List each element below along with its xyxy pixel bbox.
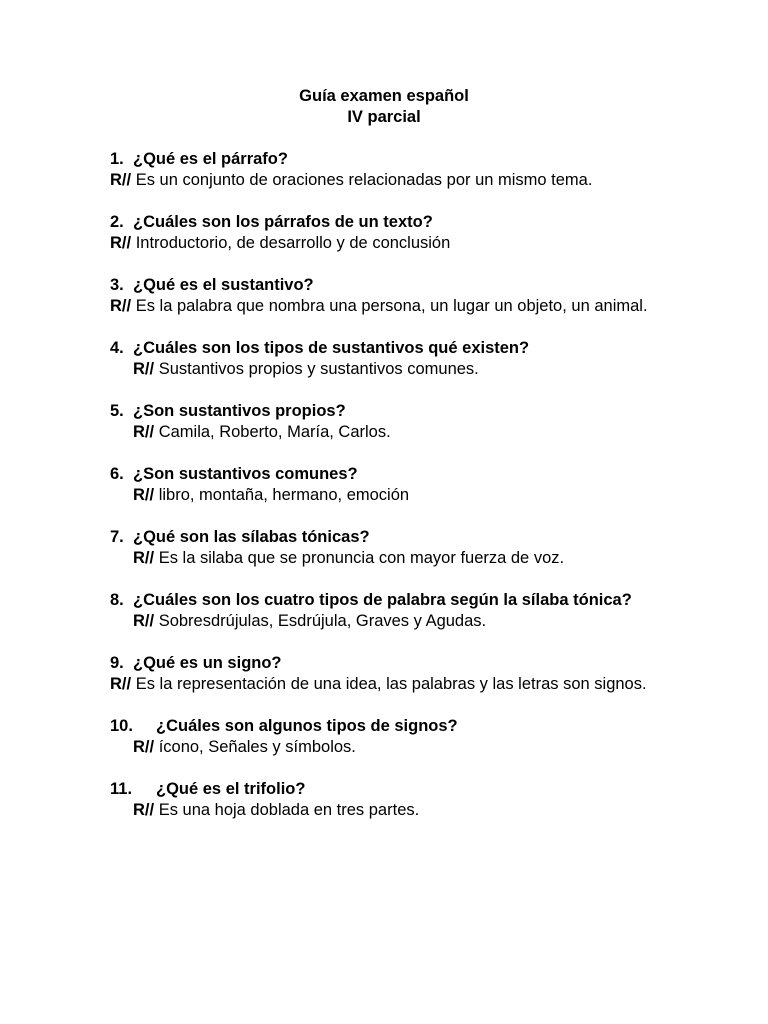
title-line-2: IV parcial	[347, 108, 421, 126]
question-text: ¿Cuáles son los cuatro tipos de palabra según la sílaba tónica?	[133, 591, 632, 609]
answer-prefix: R//	[133, 360, 155, 378]
question-number: 10.	[110, 717, 133, 735]
answer	[110, 548, 658, 569]
qa-item-4	[110, 338, 658, 380]
answer-prefix: R//	[133, 549, 155, 567]
question	[110, 338, 658, 359]
question	[110, 779, 658, 800]
question-text: ¿Qué es el trifolio?	[156, 780, 306, 798]
question	[110, 212, 658, 233]
question-number: 9.	[110, 654, 124, 672]
question-number: 2.	[110, 213, 124, 231]
answer-prefix: R//	[133, 738, 155, 756]
qa-item-9	[110, 653, 658, 695]
answer	[110, 422, 658, 443]
question-number: 11.	[110, 780, 133, 798]
question-text: ¿Cuáles son los párrafos de un texto?	[133, 213, 433, 231]
answer	[110, 359, 658, 380]
answer-text: ícono, Señales y símbolos.	[158, 738, 356, 756]
answer-text: Sobresdrújulas, Esdrújula, Graves y Agudas.	[158, 612, 487, 630]
qa-item-1	[110, 149, 658, 191]
question-text: ¿Qué son las sílabas tónicas?	[133, 528, 370, 546]
question-text: ¿Cuáles son los tipos de sustantivos qué existen?	[133, 339, 530, 357]
answer-prefix: R//	[110, 234, 132, 252]
question-number: 4.	[110, 339, 124, 357]
answer-text: libro, montaña, hermano, emoción	[158, 486, 410, 504]
answer-prefix: R//	[133, 486, 155, 504]
answer-prefix: R//	[133, 423, 155, 441]
question-text: ¿Qué es un signo?	[133, 654, 282, 672]
question-number: 6.	[110, 465, 124, 483]
question-number: 5.	[110, 402, 124, 420]
question-number: 7.	[110, 528, 124, 546]
answer	[110, 674, 658, 695]
answer-prefix: R//	[110, 297, 132, 315]
answer-prefix: R//	[133, 612, 155, 630]
question-text: ¿Son sustantivos comunes?	[133, 465, 358, 483]
question-number: 8.	[110, 591, 124, 609]
answer-text: Camila, Roberto, María, Carlos.	[158, 423, 391, 441]
qa-item-6	[110, 464, 658, 506]
answer-text: Es un conjunto de oraciones relacionadas por un mismo tema.	[135, 171, 593, 189]
answer-prefix: R//	[110, 675, 132, 693]
question	[110, 653, 658, 674]
qa-item-3	[110, 275, 658, 317]
qa-item-11	[110, 779, 658, 821]
answer	[110, 611, 658, 632]
question	[110, 464, 658, 485]
answer	[110, 800, 658, 821]
answer-text: Es una hoja doblada en tres partes.	[158, 801, 420, 819]
answer-prefix: R//	[133, 801, 155, 819]
qa-item-2	[110, 212, 658, 254]
answer-text: Es la silaba que se pronuncia con mayor fuerza de voz.	[158, 549, 565, 567]
question-number: 1.	[110, 150, 124, 168]
document-page	[110, 86, 658, 821]
question	[110, 590, 658, 611]
title-line-1: Guía examen español	[299, 87, 469, 105]
question	[110, 527, 658, 548]
document-title	[110, 86, 658, 128]
question-text: ¿Qué es el párrafo?	[133, 150, 288, 168]
question-text: ¿Son sustantivos propios?	[133, 402, 346, 420]
qa-item-10	[110, 716, 658, 758]
answer-text: Es la palabra que nombra una persona, un lugar un objeto, un animal.	[135, 297, 648, 315]
answer	[110, 170, 658, 191]
question-text: ¿Cuáles son algunos tipos de signos?	[156, 717, 458, 735]
question	[110, 275, 658, 296]
qa-item-5	[110, 401, 658, 443]
qa-item-7	[110, 527, 658, 569]
answer-text: Es la representación de una idea, las palabras y las letras son signos.	[135, 675, 647, 693]
answer-text: Introductorio, de desarrollo y de conclusión	[135, 234, 451, 252]
question	[110, 401, 658, 422]
answer	[110, 485, 658, 506]
answer	[110, 737, 658, 758]
question-text: ¿Qué es el sustantivo?	[133, 276, 314, 294]
answer	[110, 233, 658, 254]
answer-prefix: R//	[110, 171, 132, 189]
qa-item-8	[110, 590, 658, 632]
answer-text: Sustantivos propios y sustantivos comunes.	[158, 360, 479, 378]
question	[110, 149, 658, 170]
answer	[110, 296, 658, 317]
question	[110, 716, 658, 737]
question-number: 3.	[110, 276, 124, 294]
